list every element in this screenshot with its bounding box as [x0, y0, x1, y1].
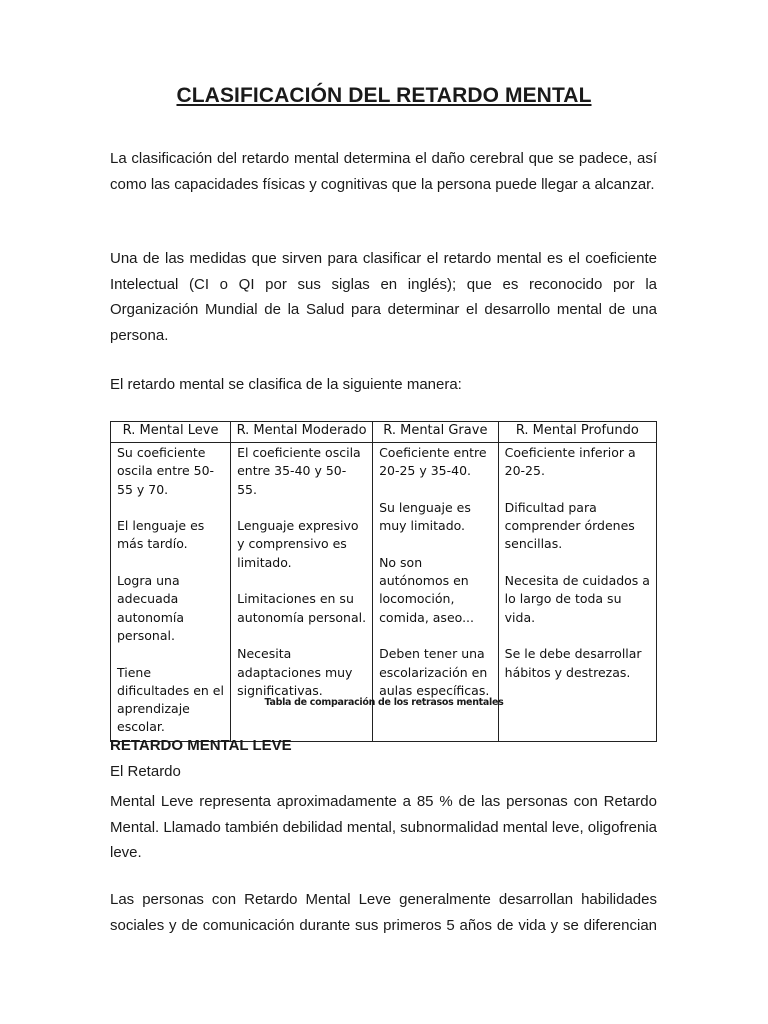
table-cell-item: Deben tener una escolarización en aulas específicas. [379, 646, 490, 698]
table-cell-item: Tiene dificultades en el aprendizaje escolar. [117, 664, 224, 735]
table-cell-item: Se le debe desarrollar hábitos y destrezas. [504, 646, 642, 680]
table-cell-item: Necesita de cuidados a lo largo de toda su vida. [504, 573, 650, 625]
intro-paragraph: La clasificación del retardo mental determina el daño cerebral que se padece, así como las capacidades físicas y cognitivas que la persona puede llegar a alcanzar. [110, 150, 657, 193]
page-title: CLASIFICACIÓN DEL RETARDO MENTAL [176, 84, 592, 107]
table-cell-item: El lenguaje es más tardío. [117, 518, 205, 552]
table-cell-item: Coeficiente inferior a 20-25. [504, 445, 636, 479]
table-header-moderado: R. Mental Moderado [231, 422, 373, 443]
table-header-profundo: R. Mental Profundo [498, 422, 656, 443]
table-cell-item: Logra una adecuada autonomía personal. [117, 573, 185, 643]
section-heading: RETARDO MENTAL LEVE [110, 737, 292, 754]
table-caption: Tabla de comparación de los retrasos mentales [264, 697, 504, 708]
table-header-grave: R. Mental Grave [373, 422, 499, 443]
table-cell-item: No son autónomos en locomoción, comida, aseo... [379, 554, 474, 625]
table-cell-item: Su coeficiente oscila entre 50-55 y 70. [117, 445, 215, 497]
leve-description-paragraph: Mental Leve representa aproximadamente a 85 % de las personas con Retardo Mental. Llamado también debilidad mental, subnormalidad mental leve, oligofrenia leve. [110, 793, 657, 861]
table-cell-item: Necesita adaptaciones muy significativas. [237, 646, 353, 698]
table-cell-item: Limitaciones en su autonomía personal. [237, 591, 367, 625]
classification-lead-paragraph: El retardo mental se clasifica de la siguiente manera: [110, 376, 462, 393]
ci-paragraph: Una de las medidas que sirven para clasificar el retardo mental es el coeficiente Intelectual (CI o QI por sus siglas en inglés); que es reconocido por la Organización Mundial de la Salud para determinar el desarrollo mental de una persona. [110, 250, 657, 344]
table-cell-item: Su lenguaje es muy limitado. [379, 499, 471, 534]
table-cell-item: Dificultad para comprender órdenes sencillas. [504, 499, 635, 552]
section-subheading: El Retardo [110, 763, 181, 780]
table-header-leve: R. Mental Leve [111, 422, 231, 443]
table-cell-item: El coeficiente oscila entre 35-40 y 50-55. [237, 445, 361, 497]
comparison-table [110, 421, 657, 742]
table-cell-item: Lenguaje expresivo y comprensivo es limitado. [237, 518, 359, 570]
table-cell-item: Coeficiente entre 20-25 y 35-40. [379, 445, 487, 479]
leve-skills-paragraph: Las personas con Retardo Mental Leve generalmente desarrollan habilidades sociales y de comunicación durante sus primeros 5 años de vida y se diferencian [110, 891, 657, 934]
table-header-row [111, 422, 657, 443]
